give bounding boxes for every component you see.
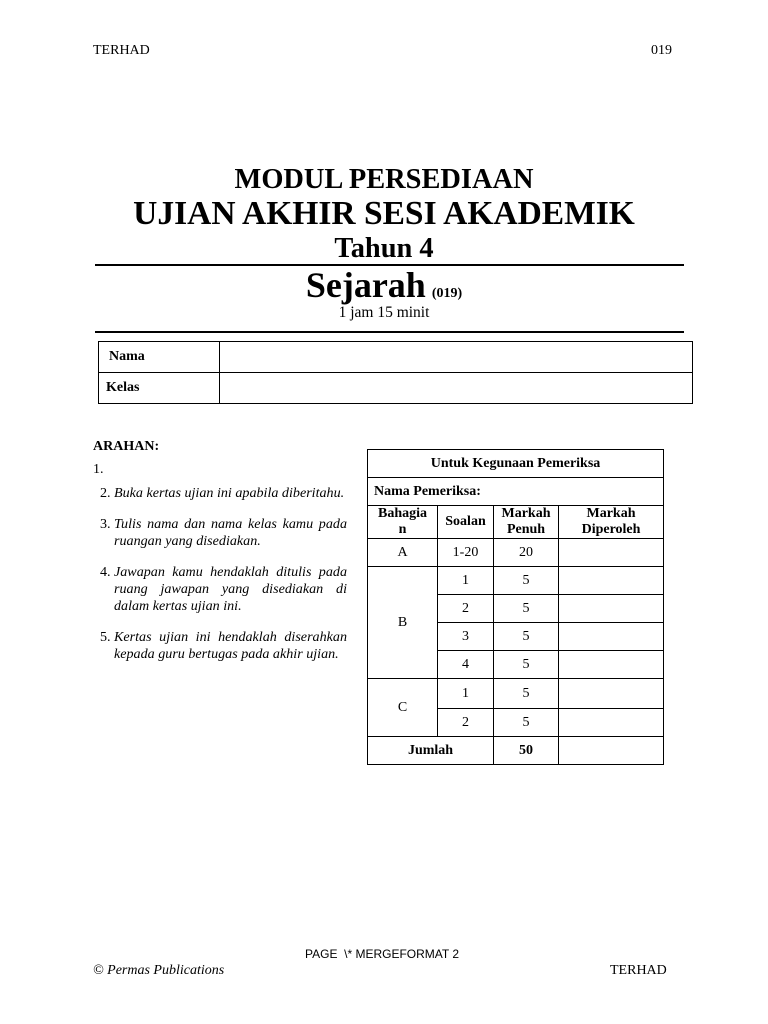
- header-section: [368, 506, 438, 539]
- table-row: [368, 679, 664, 709]
- instructions-list: [100, 485, 347, 677]
- instruction-item: [100, 564, 347, 615]
- table-row: [368, 567, 664, 595]
- table-header-row: [368, 506, 664, 539]
- full-marks-cell: 5: [494, 623, 559, 651]
- exam-title: UJIAN AKHIR SESI AKADEMIK: [133, 195, 635, 232]
- instruction-number: 4.: [100, 564, 111, 580]
- subject-name: Sejarah: [305, 265, 426, 305]
- full-marks-cell: 5: [494, 567, 559, 595]
- full-marks-cell: 5: [494, 651, 559, 679]
- copyright-text: © Permas Publications: [93, 963, 225, 978]
- total-row: [368, 737, 664, 765]
- question-cell: 1: [438, 567, 494, 595]
- footer-classification: TERHAD: [610, 963, 667, 978]
- instruction-item: [100, 629, 347, 663]
- examiner-table-title: Untuk Kegunaan Pemeriksa: [368, 450, 664, 478]
- subject-code: (019): [431, 286, 463, 301]
- marks-obtained-cell: [559, 709, 664, 737]
- instructions-heading: ARAHAN:: [93, 439, 160, 454]
- instruction-text: Buka kertas ujian ini apabila diberitahu.: [114, 485, 345, 501]
- full-marks-cell: 5: [494, 679, 559, 709]
- name-label: Nama: [99, 342, 220, 373]
- marks-obtained-cell: [559, 539, 664, 567]
- full-marks-cell: 5: [494, 709, 559, 737]
- header-section-label: Bahagian: [377, 506, 427, 537]
- instruction-number: 2.: [100, 485, 111, 501]
- full-marks-cell: 20: [494, 539, 559, 567]
- question-cell: 4: [438, 651, 494, 679]
- name-field: [220, 342, 693, 373]
- instruction-item: [100, 516, 347, 550]
- table-row: [368, 539, 664, 567]
- instruction-text: Jawapan kamu hendaklah ditulis pada ruang jawapan yang disediakan di dalam kertas ujian ini.: [114, 564, 347, 614]
- section-c-cell: C: [368, 679, 438, 737]
- question-cell: 1-20: [438, 539, 494, 567]
- marks-obtained-cell: [559, 595, 664, 623]
- marks-obtained-cell: [559, 567, 664, 595]
- title-divider-bottom: [95, 331, 684, 333]
- header-full-marks: Markah Penuh: [494, 506, 559, 539]
- instruction-item: [100, 485, 347, 502]
- question-cell: 1: [438, 679, 494, 709]
- marks-obtained-cell: [559, 623, 664, 651]
- examiner-table: [367, 449, 664, 765]
- total-label: Jumlah: [368, 737, 494, 765]
- instruction-number-1: 1.: [93, 462, 104, 477]
- marks-obtained-cell: [559, 679, 664, 709]
- section-a-cell: A: [368, 539, 438, 567]
- table-title-row: [368, 450, 664, 478]
- examiner-name-row: [368, 478, 664, 506]
- class-field: [220, 373, 693, 404]
- exam-duration: 1 jam 15 minit: [338, 304, 430, 321]
- full-marks-cell: 5: [494, 595, 559, 623]
- instruction-text: Kertas ujian ini hendaklah diserahkan kepada guru bertugas pada akhir ujian.: [114, 629, 347, 662]
- header-marks-obtained: Markah Diperoleh: [559, 506, 664, 539]
- section-b-cell: B: [368, 567, 438, 679]
- total-obtained-cell: [559, 737, 664, 765]
- page-field-code: PAGE \* MERGEFORMAT 2: [305, 947, 460, 961]
- marks-obtained-cell: [559, 651, 664, 679]
- question-cell: 3: [438, 623, 494, 651]
- module-title: MODUL PERSEDIAAN: [234, 164, 534, 195]
- question-cell: 2: [438, 595, 494, 623]
- instruction-number: 5.: [100, 629, 111, 645]
- class-row: [99, 373, 693, 404]
- total-marks: 50: [494, 737, 559, 765]
- header-paper-code: 019: [651, 43, 672, 58]
- examiner-name-label: Nama Pemeriksa:: [368, 478, 664, 506]
- instruction-text: Tulis nama dan nama kelas kamu pada ruangan yang disediakan.: [114, 516, 347, 549]
- year-title: Tahun 4: [334, 233, 434, 264]
- student-info-table: [98, 341, 693, 404]
- header-classification: TERHAD: [93, 43, 150, 58]
- class-label: Kelas: [99, 373, 220, 404]
- instruction-number: 3.: [100, 516, 111, 532]
- name-row: [99, 342, 693, 373]
- header-question: Soalan: [438, 506, 494, 539]
- question-cell: 2: [438, 709, 494, 737]
